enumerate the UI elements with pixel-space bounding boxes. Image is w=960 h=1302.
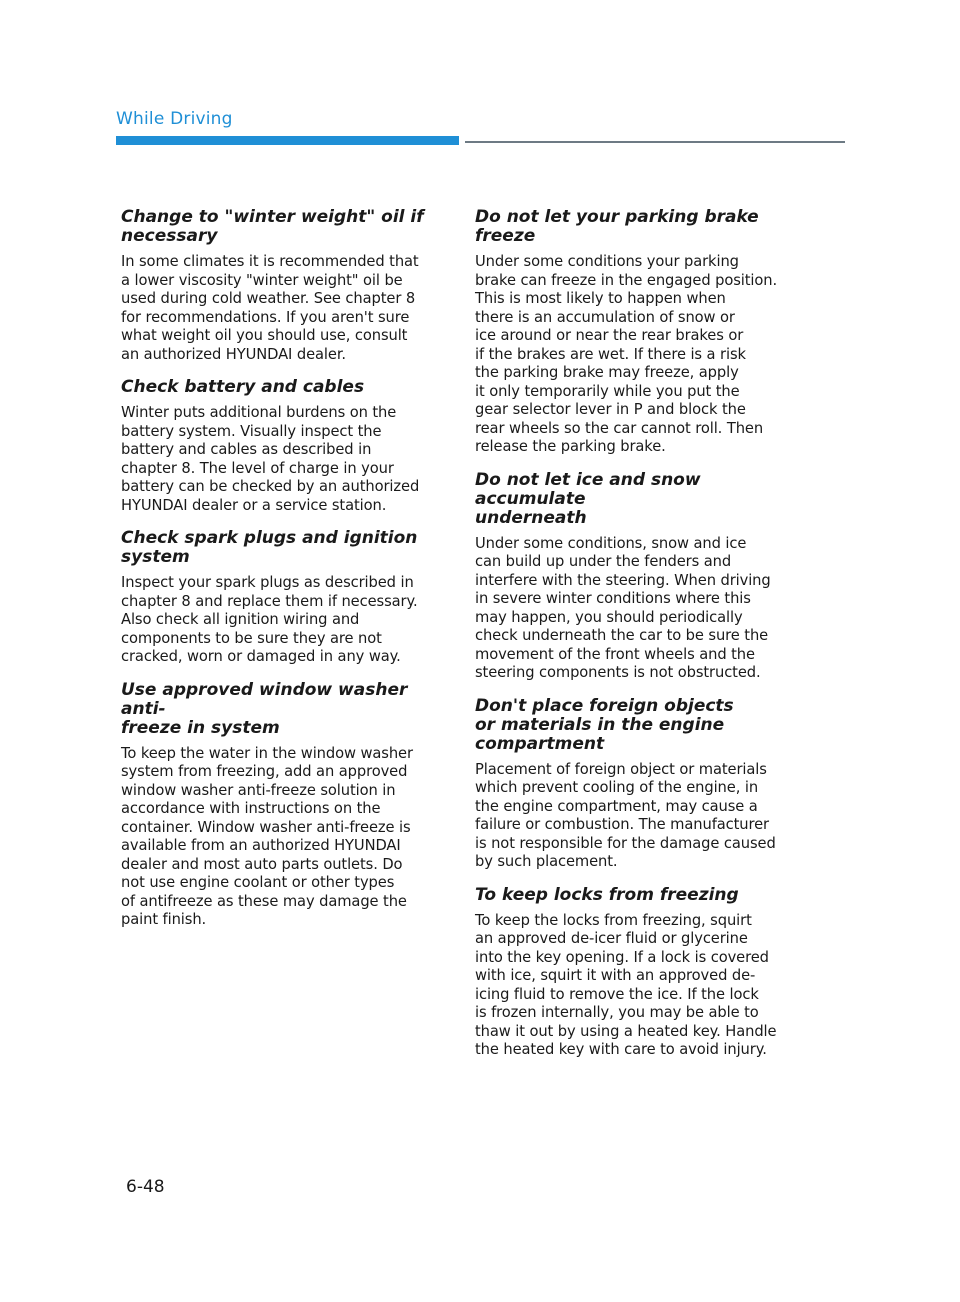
section-body: Inspect your spark plugs as described in chapter 8 and replace them if necessary. Also check all ignition wiring and components to be sure they are not cracked, worn or damaged in any way. [121, 574, 418, 665]
chapter-title: While Driving [116, 109, 233, 129]
section-foreign-objects [475, 697, 805, 872]
page-number: 6-48 [126, 1177, 165, 1197]
section-heading: Check battery and cables [121, 377, 365, 397]
section-heading: Do not let ice and snow accumulate underneath [475, 469, 701, 528]
section-heading: Do not let your parking brake freeze [475, 207, 759, 246]
section-winter-oil [121, 208, 446, 364]
section-locks [475, 886, 805, 1060]
section-body: In some climates it is recommended that a lower viscosity "winter weight" oil be used during cold weather. See chapter 8 for recommendations. If you aren't sure what weight oil you should use, consult an authorized HYUNDAI dealer. [121, 253, 419, 363]
section-ice-snow [475, 471, 805, 683]
section-body: Winter puts additional burdens on the battery system. Visually inspect the battery and cables as described in chapter 8. The level of charge in your battery can be checked by an authorized HYUNDAI dealer or a service station. [121, 404, 420, 514]
section-body: Placement of foreign object or materials which prevent cooling of the engine, in the engine compartment, may cause a failure or combustion. The manufacturer is not responsible for the damage caused by such placement. [475, 760, 776, 870]
section-heading: Don't place foreign objects or materials in the engine compartment [475, 695, 734, 754]
section-heading: Change to "winter weight" oil if necessary [121, 207, 424, 246]
section-heading: To keep locks from freezing [475, 884, 739, 905]
section-body: Under some conditions your parking brake can freeze in the engaged position. This is most likely to happen when there is an accumulation of snow or ice around or near the rear brakes or if the brakes are wet. If there is a risk the parking brake may freeze, apply it only temporarily while you put the gear selector lever in P and block the rear wheels so the car cannot roll. Then release the parking brake. [475, 253, 778, 455]
section-body: To keep the locks from freezing, squirt an approved de-icer fluid or glycerine into the key opening. If a lock is covered with ice, squirt it with an approved de- icing fluid to remove the ice. If the lock is frozen internally, you may be able to thaw it out by using a heated key. Handle the heated key with care to avoid injury. [475, 911, 777, 1058]
section-heading: Check spark plugs and ignition system [121, 528, 418, 567]
section-spark-plugs [121, 529, 446, 667]
section-washer-antifreeze [121, 681, 446, 930]
section-body: Under some conditions, snow and ice can build up under the fenders and interfere with the steering. When driving in severe winter conditions where this may happen, you should periodically check underneath the car to be sure the movement of the front wheels and the steering components is not obstructed. [475, 534, 771, 681]
section-parking-brake [475, 208, 805, 457]
section-heading: Use approved window washer anti- freeze in system [121, 679, 408, 738]
header-accent-rule [116, 136, 459, 145]
section-battery [121, 378, 446, 515]
header-divider-rule [465, 141, 845, 143]
left-column [121, 208, 446, 944]
right-column [475, 208, 805, 1074]
section-body: To keep the water in the window washer system from freezing, add an approved window washer anti-freeze solution in accordance with instructions on the container. Window washer anti-freeze is available from an authorized HYUNDAI dealer and most auto parts outlets. Do not use engine coolant or other types of antifreeze as these may damage the paint finish. [121, 744, 413, 928]
